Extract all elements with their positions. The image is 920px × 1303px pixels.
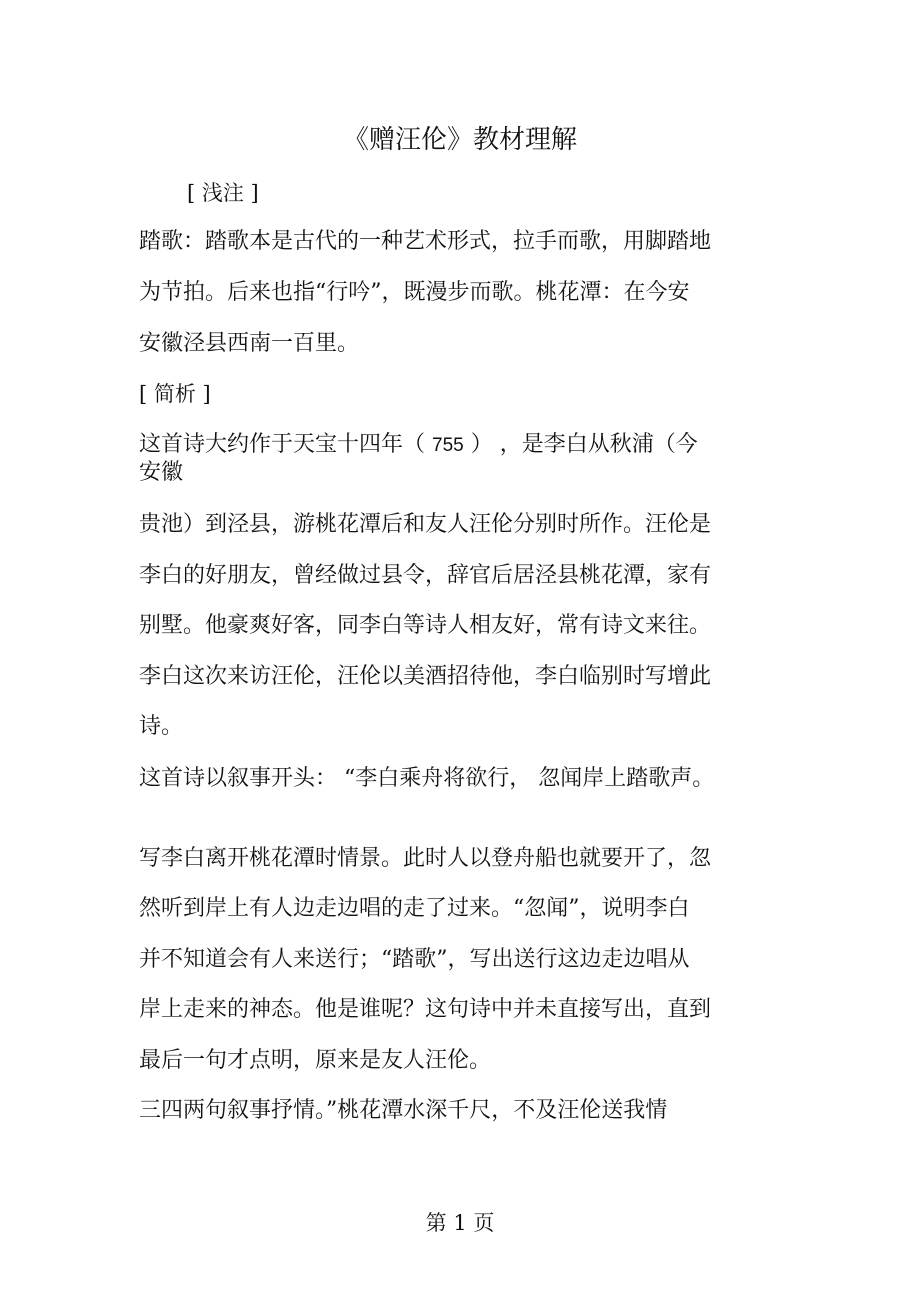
paragraph-line: 然听到岸上有人边走边唱的走了过来。“忽闻”，说明李白 xyxy=(139,896,690,921)
paragraph-line xyxy=(139,432,698,459)
paragraph-line: 李白的好朋友，曾经做过县令，辞官后居泾县桃花潭，家有 xyxy=(139,563,712,588)
paragraph-line: 最后一句才点明，原来是友人汪伦。 xyxy=(139,1048,492,1073)
paragraph-line: 李白这次来访汪伦，汪伦以美酒招待他，李白临别时写增此 xyxy=(139,664,712,689)
document-title: 《赠汪伦》教材理解 xyxy=(342,125,577,155)
paragraph-text: 这首诗大约作于天宝十四年（ xyxy=(139,432,432,457)
paragraph-line: 写李白离开桃花潭时情景。此时人以登舟船也就要开了，忽 xyxy=(139,846,712,871)
section-heading-analysis: [ 简析 ] xyxy=(139,382,211,406)
year-number: 755 xyxy=(432,435,464,456)
paragraph-line: 踏歌：踏歌本是古代的一种艺术形式，拉手而歌，用脚踏地 xyxy=(139,229,712,254)
paragraph-line: 别墅。他豪爽好客，同李白等诗人相友好，常有诗文来往。 xyxy=(139,613,712,638)
paragraph-line: 这首诗以叙事开头： “李白乘舟将欲行， 忽闻岸上踏歌声。 xyxy=(139,766,715,791)
page-number: 第 1 页 xyxy=(425,1211,495,1235)
paragraph-line: 并不知道会有人来送行；“踏歌”，写出送行这边走边唱从 xyxy=(139,947,690,972)
paragraph-line: 诗。 xyxy=(139,714,184,739)
paragraph-line: 为节拍。后来也指“行吟”，既漫步而歌。桃花潭：在今安 xyxy=(139,280,690,305)
section-heading-notes: [ 浅注 ] xyxy=(187,181,259,205)
paragraph-text: ） ，是李白从秋浦（今 xyxy=(463,432,698,457)
paragraph-line: 安徽 xyxy=(139,460,184,485)
paragraph-line: 贵池）到泾县，游桃花潭后和友人汪伦分别时所作。汪伦是 xyxy=(139,512,712,537)
paragraph-line: 三四两句叙事抒情。”桃花潭水深千尺，不及汪伦送我情 xyxy=(139,1098,668,1123)
paragraph-line: 安徽泾县西南一百里。 xyxy=(139,331,360,356)
paragraph-line: 岸上走来的神态。他是谁呢？这句诗中并未直接写出，直到 xyxy=(139,997,712,1022)
